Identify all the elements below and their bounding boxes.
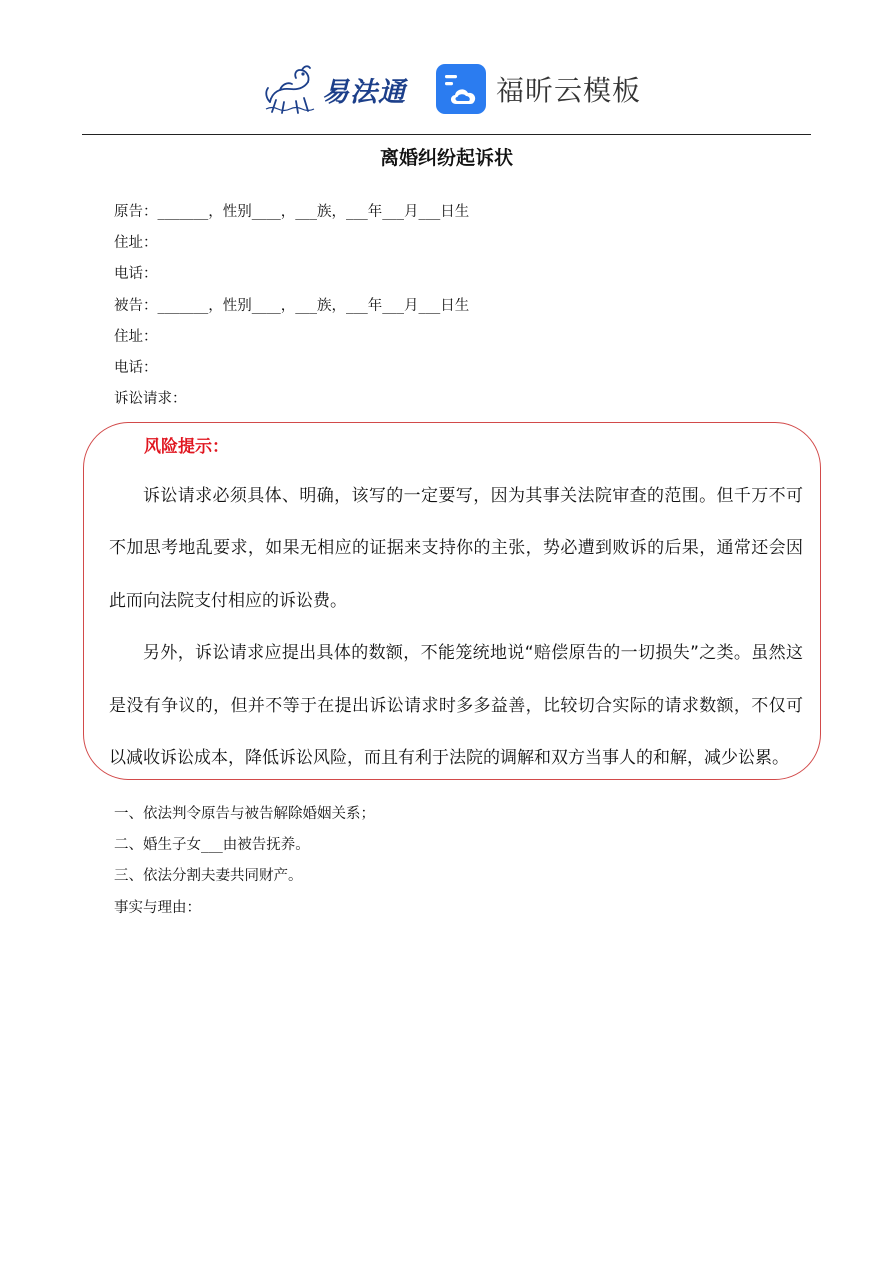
qilin-mascot-icon <box>262 62 320 116</box>
claim-item: 二、婚生子女___由被告抚养。 <box>114 837 310 854</box>
plaintiff-address: 住址： <box>114 235 158 252</box>
risk-tip-paragraph: 另外，诉讼请求应提出具体的数额，不能笼统地说“赔偿原告的一切损失”之类。虽然这是没有争议的，但并不等于在提出诉讼请求时多多益善，比较切合实际的请求数额，不仅可以减收诉讼成本，降低诉讼风险，而且有利于法院的调解和双方当事人的和解，减少讼累。 <box>109 643 803 769</box>
fuxin-brand-text: 福昕云模板 <box>496 74 642 107</box>
facts-heading: 事实与理由： <box>114 899 201 916</box>
risk-tip-paragraph: 诉讼请求必须具体、明确，该写的一定要写，因为其事关法院审查的范围。但千万不可不加思考地乱要求，如果无相应的证据来支持你的主张，势必遭到败诉的后果，通常还会因此而向法院支付相应的诉讼费。 <box>109 486 803 611</box>
defendant-phone: 电话： <box>114 359 158 376</box>
risk-tip-text <box>109 470 803 784</box>
header-divider <box>82 134 811 135</box>
plaintiff-phone: 电话： <box>114 266 158 283</box>
defendant-line: 被告：_______，性别____，___族，___年___月___日生 <box>114 297 470 314</box>
claims-heading: 诉讼请求： <box>114 391 187 408</box>
yifatong-logo <box>262 62 406 116</box>
defendant-address: 住址： <box>114 328 158 345</box>
risk-tip-title: 风险提示： <box>144 437 229 457</box>
yifatong-brand-text: 易法通 <box>322 76 406 108</box>
fuxin-logo <box>436 64 641 114</box>
document-title: 离婚纠纷起诉状 <box>379 147 513 169</box>
page-header <box>0 58 893 122</box>
cloud-document-icon <box>436 64 486 114</box>
plaintiff-line: 原告：_______，性别____，___族，___年___月___日生 <box>114 204 470 220</box>
claim-item: 三、依法分割夫妻共同财产。 <box>114 868 303 885</box>
claim-item: 一、依法判令原告与被告解除婚姻关系； <box>114 806 375 822</box>
party-info <box>114 201 469 419</box>
claims-list <box>114 803 375 928</box>
